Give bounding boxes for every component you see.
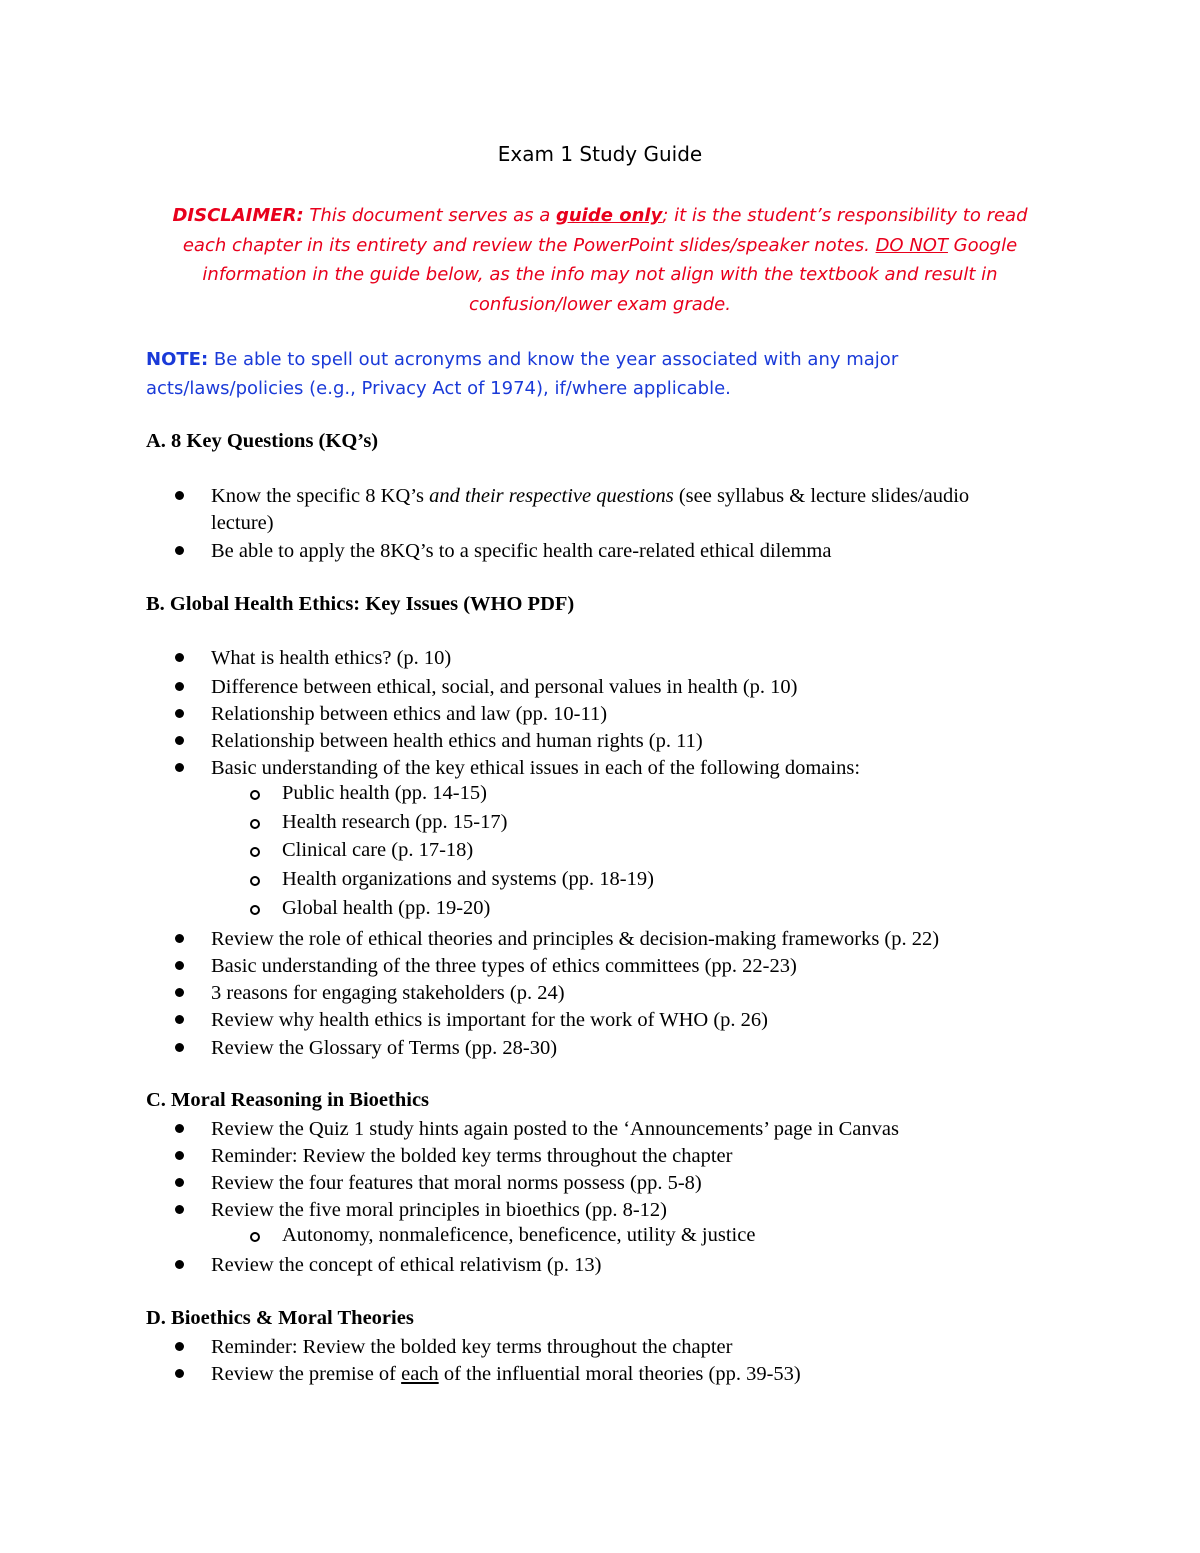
circle-bullet-icon	[250, 876, 260, 886]
bullet-icon	[175, 1015, 184, 1024]
section-c-heading: C. Moral Reasoning in Bioethics	[146, 1089, 430, 1111]
section-d-heading: D. Bioethics & Moral Theories	[146, 1307, 414, 1329]
sub-list-item: Autonomy, nonmaleficence, beneficence, utility & justice	[282, 1224, 755, 1247]
bullet-icon	[175, 934, 184, 943]
list-item: Review the Glossary of Terms (pp. 28-30)	[211, 1035, 557, 1062]
bullet-icon	[175, 988, 184, 997]
list-item: Basic understanding of the three types of ethics committees (pp. 22-23)	[211, 953, 797, 980]
bullet-icon	[175, 736, 184, 745]
disclaimer-text-1: This document serves as a	[303, 205, 556, 226]
circle-bullet-icon	[250, 819, 260, 829]
disclaimer	[160, 201, 1040, 319]
sub-list-item: Clinical care (p. 17-18)	[282, 839, 473, 862]
circle-bullet-icon	[250, 847, 260, 857]
disclaimer-text-2: ; it is the student’s responsibility to read each chapter in its entirety and review the PowerPoint slides/speaker notes.	[182, 205, 1028, 256]
bullet-icon	[175, 1205, 184, 1214]
sub-list-item: Public health (pp. 14-15)	[282, 782, 487, 805]
bullet-icon	[175, 1260, 184, 1269]
guide-only-emphasis: guide only	[555, 205, 663, 226]
bullet-icon	[175, 1043, 184, 1052]
bullet-icon	[175, 653, 184, 662]
sub-list-item: Global health (pp. 19-20)	[282, 897, 490, 920]
list-item: What is health ethics? (p. 10)	[211, 645, 451, 672]
section-b-heading: B. Global Health Ethics: Key Issues (WHO PDF)	[146, 593, 575, 615]
list-item: Basic understanding of the key ethical issues in each of the following domains:	[211, 755, 860, 782]
list-item: Review why health ethics is important for the work of WHO (p. 26)	[211, 1007, 768, 1034]
circle-bullet-icon	[250, 1232, 260, 1242]
bullet-icon	[175, 1151, 184, 1160]
do-not-emphasis: DO NOT	[875, 234, 948, 256]
bullet-icon	[175, 763, 184, 772]
sub-list-item: Health organizations and systems (pp. 18-19)	[282, 868, 654, 891]
list-item: Review the five moral principles in bioethics (pp. 8-12)	[211, 1197, 667, 1224]
list-item: Review the concept of ethical relativism (p. 13)	[211, 1252, 602, 1279]
bullet-icon	[175, 682, 184, 691]
section-a-heading: A. 8 Key Questions (KQ’s)	[146, 430, 379, 452]
bullet-icon	[175, 1342, 184, 1351]
list-item: Know the specific 8 KQ’s and their respective questions (see syllabus & lecture slides/audio lecture)	[211, 483, 1011, 537]
note-text: Be able to spell out acronyms and know the year associated with any major acts/laws/policies (e.g., Privacy Act of 1974), if/where applicable.	[146, 349, 899, 399]
bullet-icon	[175, 546, 184, 555]
note-label: NOTE:	[146, 349, 209, 370]
list-item: Difference between ethical, social, and personal values in health (p. 10)	[211, 674, 797, 701]
bullet-icon	[175, 1124, 184, 1133]
note	[146, 345, 1046, 403]
list-item: Review the four features that moral norms possess (pp. 5-8)	[211, 1170, 702, 1197]
page-title: Exam 1 Study Guide	[497, 142, 703, 166]
circle-bullet-icon	[250, 905, 260, 915]
list-item: Review the role of ethical theories and principles & decision-making frameworks (p. 22)	[211, 926, 939, 953]
bullet-icon	[175, 491, 184, 500]
list-item: 3 reasons for engaging stakeholders (p. 24)	[211, 980, 565, 1007]
list-item: Be able to apply the 8KQ’s to a specific health care-related ethical dilemma	[211, 538, 831, 565]
circle-bullet-icon	[250, 790, 260, 800]
bullet-icon	[175, 1178, 184, 1187]
bullet-icon	[175, 709, 184, 718]
list-item: Review the premise of each of the influential moral theories (pp. 39-53)	[211, 1361, 801, 1388]
disclaimer-label: DISCLAIMER:	[172, 205, 304, 226]
bullet-icon	[175, 1369, 184, 1378]
bullet-icon	[175, 961, 184, 970]
list-item: Review the Quiz 1 study hints again posted to the ‘Announcements’ page in Canvas	[211, 1116, 899, 1143]
list-item: Reminder: Review the bolded key terms throughout the chapter	[211, 1334, 732, 1361]
list-item: Relationship between ethics and law (pp. 10-11)	[211, 701, 607, 728]
list-item: Reminder: Review the bolded key terms throughout the chapter	[211, 1143, 732, 1170]
list-item: Relationship between health ethics and human rights (p. 11)	[211, 728, 703, 755]
disclaimer-text-3: Google information in the guide below, as the info may not align with the textbook and result in confusion/lower exam grade.	[202, 234, 1018, 315]
sub-list-item: Health research (pp. 15-17)	[282, 811, 507, 834]
